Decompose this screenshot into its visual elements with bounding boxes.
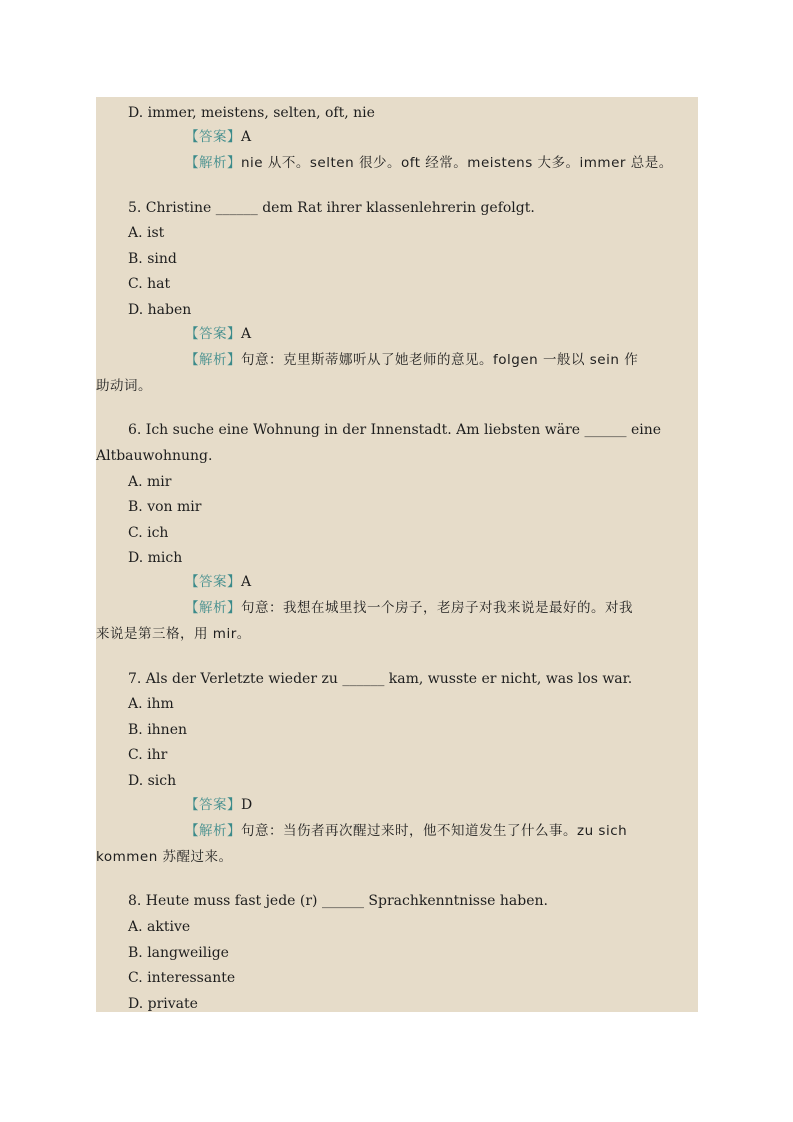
q6-option-c: C. ich xyxy=(128,525,169,541)
q5-answer xyxy=(185,325,251,343)
analysis-tag: 【解析】 xyxy=(185,823,241,839)
q5-option-d: D. haben xyxy=(128,302,192,318)
q6-option-a: A. mir xyxy=(128,474,172,490)
q7-answer xyxy=(185,796,252,814)
answer-value: A xyxy=(241,326,252,342)
q8-option-a: A. aktive xyxy=(128,919,191,935)
analysis-tag: 【解析】 xyxy=(185,155,241,171)
q7-question: 7. Als der Verletzte wieder zu ______ kam, wusste er nicht, was los war. xyxy=(128,671,633,687)
analysis-tag: 【解析】 xyxy=(185,352,241,368)
q5-option-a: A. ist xyxy=(128,225,165,241)
answer-tag: 【答案】 xyxy=(185,797,241,813)
q8-option-c: C. interessante xyxy=(128,970,236,986)
q7-option-c: C. ihr xyxy=(128,747,168,763)
q5-analysis-cont: 助动词。 xyxy=(96,378,152,394)
q6-option-b: B. von mir xyxy=(128,499,202,515)
q7-analysis-cont: kommen 苏醒过来。 xyxy=(96,849,233,865)
q6-answer xyxy=(185,573,251,591)
q5-question: 5. Christine ______ dem Rat ihrer klassenlehrerin gefolgt. xyxy=(128,200,535,216)
q5-option-c: C. hat xyxy=(128,276,171,292)
analysis-text: 句意：克里斯蒂娜听从了她老师的意见。folgen 一般以 sein 作 xyxy=(241,352,639,368)
answer-tag: 【答案】 xyxy=(185,326,241,342)
q8-question: 8. Heute muss fast jede (r) ______ Sprachkenntnisse haben. xyxy=(128,893,548,909)
q7-option-d: D. sich xyxy=(128,773,177,789)
q6-question: 6. Ich suche eine Wohnung in der Innenstadt. Am liebsten wäre ______ eine xyxy=(128,422,662,438)
q6-analysis-cont: 来说是第三格，用 mir。 xyxy=(96,626,251,642)
analysis-text: nie 从不。selten 很少。oft 经常。meistens 大多。immer 总是。 xyxy=(241,155,673,171)
q8-option-d: D. private xyxy=(128,996,198,1012)
q4-answer xyxy=(185,128,251,146)
answer-tag: 【答案】 xyxy=(185,574,241,590)
q7-option-a: A. ihm xyxy=(128,696,174,712)
q4-option-d: D. immer, meistens, selten, oft, nie xyxy=(128,105,375,121)
answer-value: D xyxy=(241,797,253,813)
q6-analysis xyxy=(185,599,633,617)
analysis-text: 句意：当伤者再次醒过来时，他不知道发生了什么事。zu sich xyxy=(241,823,628,839)
q4-analysis xyxy=(185,154,673,172)
answer-value: A xyxy=(241,574,252,590)
answer-value: A xyxy=(241,129,252,145)
q7-analysis xyxy=(185,822,627,840)
q6-question-cont: Altbauwohnung. xyxy=(96,448,213,464)
q5-analysis xyxy=(185,351,638,369)
q6-option-d: D. mich xyxy=(128,550,183,566)
q8-option-b: B. langweilige xyxy=(128,945,229,961)
analysis-tag: 【解析】 xyxy=(185,600,241,616)
answer-tag: 【答案】 xyxy=(185,129,241,145)
analysis-text: 句意：我想在城里找一个房子，老房子对我来说是最好的。对我 xyxy=(241,600,633,616)
q5-option-b: B. sind xyxy=(128,251,177,267)
q7-option-b: B. ihnen xyxy=(128,722,188,738)
content-panel xyxy=(96,97,698,1012)
